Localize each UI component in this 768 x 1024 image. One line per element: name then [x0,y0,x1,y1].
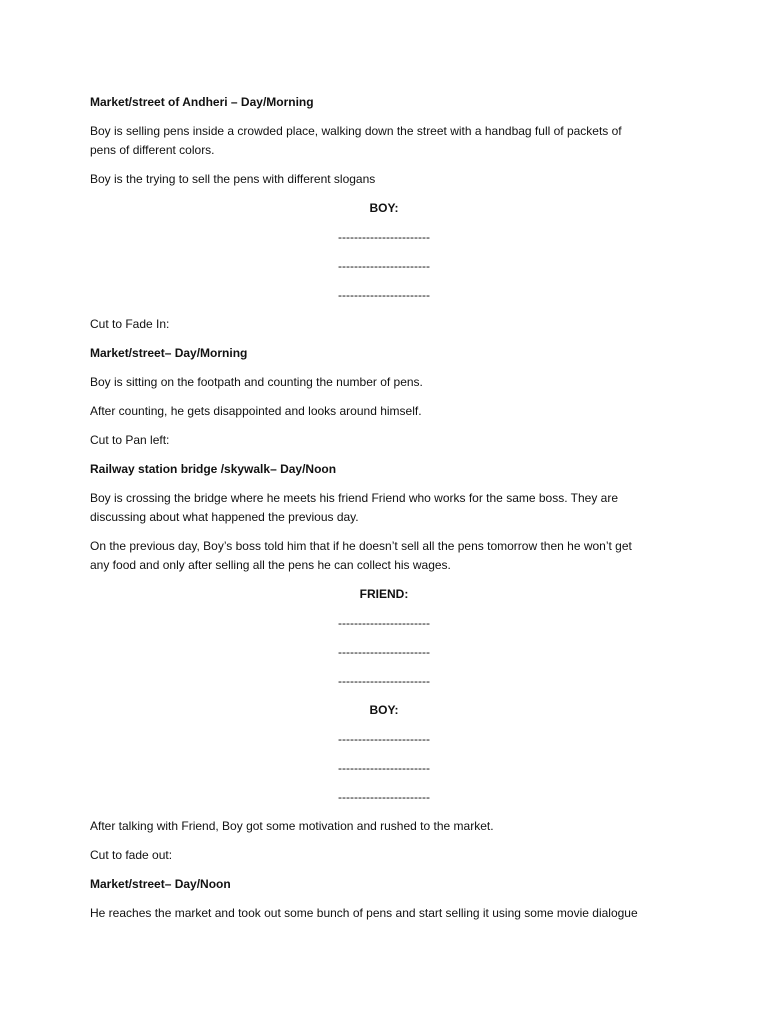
transition-text: Cut to fade out: [90,848,173,862]
scene-heading-text: Market/street– Day/Morning [90,346,248,360]
dialogue-line: ----------------------- [338,761,430,775]
scene-heading-text: Market/street– Day/Noon [90,877,231,891]
dialogue-placeholder [90,788,678,807]
action-paragraph [90,170,678,189]
transition-text: Cut to Pan left: [90,433,170,447]
scene-heading [90,460,678,479]
dialogue-line: ----------------------- [338,259,430,273]
action-paragraph [90,537,678,575]
dialogue-line: ----------------------- [338,230,430,244]
character-name: BOY: [369,703,399,717]
dialogue-placeholder [90,730,678,749]
action-paragraph [90,489,678,527]
action-paragraph [90,373,678,392]
dialogue-placeholder [90,286,678,305]
action-paragraph [90,402,678,421]
action-line: Boy is sitting on the footpath and counting the number of pens. [90,375,423,389]
dialogue-line: ----------------------- [338,288,430,302]
character-name: BOY: [369,201,399,215]
scene-heading [90,875,678,894]
scene-heading-text: Railway station bridge /skywalk– Day/Noon [90,462,337,476]
dialogue-placeholder [90,759,678,778]
scene-heading [90,93,678,112]
dialogue-line: ----------------------- [338,616,430,630]
dialogue-placeholder [90,614,678,633]
dialogue-placeholder [90,672,678,691]
action-line: After counting, he gets disappointed and looks around himself. [90,404,422,418]
screenplay-body [90,93,678,933]
scene-heading [90,344,678,363]
character-cue [90,585,678,604]
dialogue-placeholder [90,228,678,247]
dialogue-line: ----------------------- [338,732,430,746]
action-paragraph [90,122,678,160]
dialogue-placeholder [90,257,678,276]
transition-text: Cut to Fade In: [90,317,170,331]
character-cue [90,199,678,218]
transition [90,315,678,334]
character-cue [90,701,678,720]
action-line: any food and only after selling all the pens he can collect his wages. [90,558,451,572]
dialogue-line: ----------------------- [338,645,430,659]
action-line: Boy is selling pens inside a crowded place, walking down the street with a handbag full of packets of [90,124,622,138]
action-line: He reaches the market and took out some bunch of pens and start selling it using some movie dialogue [90,906,638,920]
transition [90,431,678,450]
action-line: discussing about what happened the previous day. [90,510,359,524]
dialogue-line: ----------------------- [338,790,430,804]
action-paragraph [90,817,678,836]
scene-heading-text: Market/street of Andheri – Day/Morning [90,95,314,109]
dialogue-placeholder [90,643,678,662]
dialogue-line: ----------------------- [338,674,430,688]
action-line: On the previous day, Boy’s boss told him that if he doesn’t sell all the pens tomorrow then he won’t get [90,539,632,553]
action-line: Boy is crossing the bridge where he meets his friend Friend who works for the same boss. They are [90,491,619,505]
action-line: Boy is the trying to sell the pens with different slogans [90,172,376,186]
action-line: After talking with Friend, Boy got some motivation and rushed to the market. [90,819,494,833]
action-line: pens of different colors. [90,143,215,157]
transition [90,846,678,865]
character-name: FRIEND: [359,587,409,601]
action-paragraph [90,904,678,923]
